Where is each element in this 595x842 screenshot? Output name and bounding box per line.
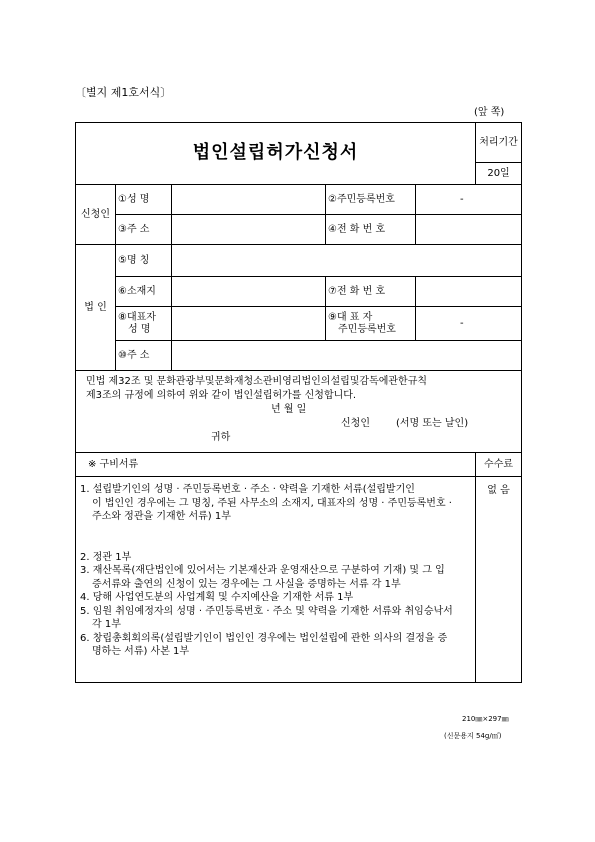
doc-item-5-line-2: 각 1부 <box>92 619 121 630</box>
corp-location-label: ⑥소재지 <box>116 277 172 307</box>
rep-name-label-line1: ⑧대표자 <box>118 312 156 323</box>
applicant-section-label: 신청인 <box>76 185 116 245</box>
rep-address-field[interactable] <box>172 341 522 371</box>
documents-header: ※ 구비서류 <box>76 453 476 477</box>
applicant-phone-label: ④전 화 번 호 <box>326 215 416 245</box>
rep-address-label: ⑩주 소 <box>116 341 172 371</box>
rep-name-label-line2: 성 명 <box>128 323 151 335</box>
form-title: 법인설립허가신청서 <box>76 123 476 185</box>
processing-period-label: 처리기간 <box>476 123 522 163</box>
page-side-label: (앞 쪽) <box>474 107 505 118</box>
statement-line-1: 민법 제32조 및 문화관광부및문화재청소관비영리법인의설립및감독에관한규칙 <box>86 376 428 387</box>
corp-phone-field[interactable] <box>416 277 522 307</box>
statement-line-2: 제3조의 규정에 의하여 위와 같이 법인설립허가를 신청합니다. <box>86 390 357 401</box>
statement-signer: 신청인 <box>341 418 370 429</box>
rep-name-field[interactable] <box>172 307 326 341</box>
doc-item-3-line-2: 증서류와 출연의 신청이 있는 경우에는 그 사실을 증명하는 서류 각 1부 <box>92 578 401 590</box>
paper-type-note: (신문용지 54g/㎡) <box>444 732 502 740</box>
applicant-name-field[interactable] <box>172 185 326 215</box>
application-form <box>75 122 522 683</box>
corp-name-field[interactable] <box>172 245 522 277</box>
doc-item-5-line-1: 5. 임원 취임예정자의 성명 · 주민등록번호 · 주소 및 약력을 기재한 서류와 취임승낙서 <box>80 605 453 617</box>
corp-location-field[interactable] <box>172 277 326 307</box>
doc-item-6-line-1: 6. 창립총회회의록(설립발기인이 법인인 경우에는 법인설립에 관한 의사의 결정을 증 <box>80 632 448 644</box>
form-number: 〔별지 제1호서식〕 <box>75 86 172 99</box>
applicant-rrn-label: ②주민등록번호 <box>326 185 416 215</box>
rep-name-label <box>116 307 172 341</box>
corp-name-label: ⑤명 칭 <box>116 245 172 277</box>
rep-rrn-dash: - <box>460 317 464 329</box>
fee-label: 수수료 <box>476 453 522 477</box>
statement-sign-note: (서명 또는 날인) <box>395 418 469 429</box>
doc-item-3-line-1: 3. 재산목록(재단법인에 있어서는 기본재산과 운영재산으로 구분하여 기재) 및 그 입 <box>80 565 445 576</box>
statement-date: 년 월 일 <box>271 404 307 415</box>
applicant-name-label: ①성 명 <box>116 185 172 215</box>
documents-list <box>76 477 476 683</box>
fee-value: 없 음 <box>476 477 522 683</box>
paper-size-note: 210㎜×297㎜ <box>462 715 509 723</box>
doc-item-1-line-2: 이 법인인 경우에는 그 명칭, 주된 사무소의 소재지, 대표자의 성명 · 주민등록번호 · <box>92 497 452 509</box>
statement-signature-line <box>86 417 511 431</box>
doc-item-2: 2. 정관 1부 <box>80 551 132 563</box>
rep-rrn-field[interactable] <box>416 307 522 341</box>
rep-rrn-label-line1: ⑨대 표 자 <box>328 312 373 323</box>
doc-item-1-line-3: 주소와 정관을 기재한 서류) 1부 <box>92 511 231 522</box>
processing-period-value: 20일 <box>476 163 522 185</box>
application-statement <box>76 371 522 453</box>
rep-rrn-label-line2: 주민등록번호 <box>338 323 396 335</box>
statement-addressee: 귀하 <box>211 432 231 443</box>
corporation-section-label: 법 인 <box>76 245 116 371</box>
doc-item-6-line-2: 명하는 서류) 사본 1부 <box>92 646 190 657</box>
applicant-rrn-dash: - <box>460 193 464 205</box>
applicant-phone-field[interactable] <box>416 215 522 245</box>
doc-item-4: 4. 당해 사업연도분의 사업계획 및 수지예산을 기재한 서류 1부 <box>80 592 354 603</box>
applicant-address-label: ③주 소 <box>116 215 172 245</box>
corp-phone-label: ⑦전 화 번 호 <box>326 277 416 307</box>
applicant-address-field[interactable] <box>172 215 326 245</box>
rep-rrn-label <box>326 307 416 341</box>
doc-item-1-line-1: 1. 설립발기인의 성명 · 주민등록번호 · 주소 · 약력을 기재한 서류(설립발기인 <box>80 484 415 495</box>
applicant-rrn-field[interactable] <box>416 185 522 215</box>
